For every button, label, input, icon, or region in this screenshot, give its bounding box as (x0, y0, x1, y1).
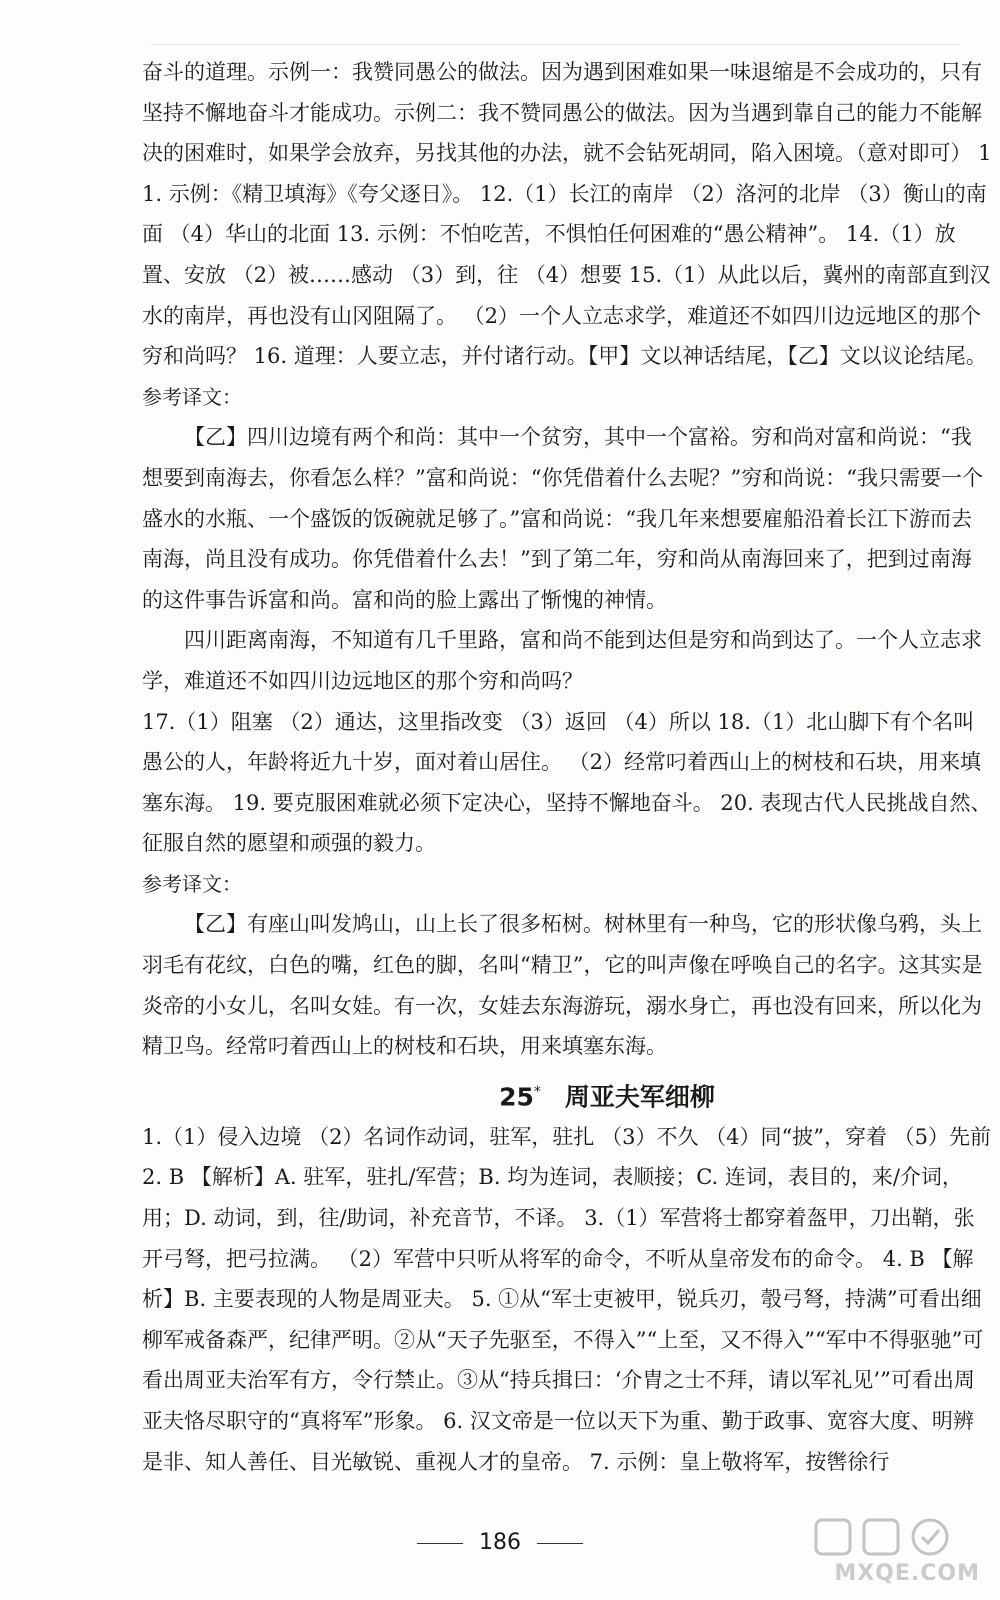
watermark-text: MXQE.COM (834, 1561, 980, 1586)
translation-label: 参考译文： (142, 384, 242, 409)
translation-label: 参考译文： (142, 871, 242, 896)
section-number: 25 (499, 1082, 534, 1112)
translation-paragraph: 【乙】四川边境有两个和尚：其中一个贫穷，其中一个富裕。穷和尚对富和尚说：“我想要到南海去，你看怎么样？”富和尚说：“你凭借着什么去呢？”穷和尚说：“我只需要一个盛水的水瓶、一个盛饭的饭碗就足够了。”富和尚说：“我几年来想要雇船沿着长江下游而去南海，尚且没有成功。你凭借着什么去！”到了第二年，穷和尚从南海回来了，把到过南海的这件事告诉富和尚。富和尚的脸上露出了惭愧的神情。 (142, 425, 983, 612)
answer-paragraph: 17.（1）阻塞 （2）通达，这里指改变 （3）返回 （4）所以 18.（1）北山脚下有个名叫愚公的人，年龄将近九十岁，面对着山居住。 （2）经常叼着西山上的树枝和石块，用来填塞东海。 19. 要克服困难就必须下定决心，坚持不懈地奋斗。 20. 表现古代人民挑战自然、征服自然的愿望和顽强的毅力。 (142, 709, 992, 856)
translation-paragraph: 四川距离南海，不知道有几千里路，富和尚不能到达但是穷和尚到达了。一个人立志求学，难道还不如四川边远地区的那个穷和尚吗？ (142, 628, 982, 693)
section-star: * (533, 1083, 541, 1100)
site-watermark (812, 1516, 982, 1586)
section-heading (222, 1067, 992, 1117)
page-number: 186 (479, 1530, 521, 1555)
answer-paragraph: 2. B 【解析】A. 驻军，驻扎/军营；B. 均为连词，表顺接；C. 连词，表目的，来/介词，用；D. 动词，到，往/助词，补充音节，不译。 3.（1）军营将士都穿着盔甲，刀出鞘，张开弓弩，把弓拉满。 （2）军营中只听从将军的命令，不听从皇帝发布的命令。 4. B 【解析】B. 主要表现的人物是周亚夫。 5. ①从“军士吏被甲，锐兵刃，彀弓弩，持满”可看出细柳军戒备森严，纪律严明。②从“天子先驱至，不得入”“上至，又不得入”“军中不得驱驰”可看出周亚夫治军有方，令行禁止。③从“持兵揖曰：‘介胄之士不拜，请以军礼见’”可看出周亚夫恪尽职守的“真将军”形象。 6. 汉文帝是一位以天下为重、勤于政事、宽容大度、明辨是非、知人善任、目光敏锐、重视人才的皇帝。 7. 示例：皇上敬将军，按辔徐行 (142, 1165, 984, 1474)
top-rule (150, 44, 960, 45)
page-content (142, 52, 992, 1482)
answer-paragraph: 奋斗的道理。示例一：我赞同愚公的做法。因为遇到困难如果一味退缩是不会成功的，只有坚持不懈地奋斗才能成功。示例二：我不赞同愚公的做法。因为当遇到靠自己的能力不能解决的困难时，如果学会放弃，另找其他的办法，就不会钻死胡同，陷入困境。（意对即可） 11. 示例：《精卫填海》《夸父逐日》。 12.（1）长江的南岸 （2）洛河的北岸 （3）衡山的南面 （4）华山的北面 13. 示例：不怕吃苦，不惧怕任何困难的“愚公精神”。 14.（1）放置、安放 （2）被……感动 （3）到，往 （4）想要 15.（1）从此以后，冀州的南部直到汉水的南岸，再也没有山冈阻隔了。 （2）一个人立志求学，难道还不如四川边远地区的那个穷和尚吗？ 16. 道理：人要立志，并付诸行动。【甲】文以神话结尾，【乙】文以议论结尾。 (142, 60, 992, 369)
answer-stamp-icon (812, 1516, 962, 1558)
translation-paragraph: 【乙】有座山叫发鸠山，山上长了很多柘树。树林里有一种鸟，它的形状像乌鸦，头上羽毛有花纹，白色的嘴，红色的脚，名叫“精卫”，它的叫声像在呼唤自己的名字。这其实是炎帝的小女儿，名叫女娃。有一次，女娃去东海游玩，溺水身亡，再也没有回来，所以化为精卫鸟。经常叼着西山上的树枝和石块，用来填塞东海。 (142, 912, 983, 1059)
section-title: 周亚夫军细柳 (564, 1082, 715, 1112)
answer-paragraph: 1.（1）侵入边境 （2）名词作动词，驻军，驻扎 （3）不久 （4）同“披”，穿着 （5）先前 (142, 1124, 992, 1149)
